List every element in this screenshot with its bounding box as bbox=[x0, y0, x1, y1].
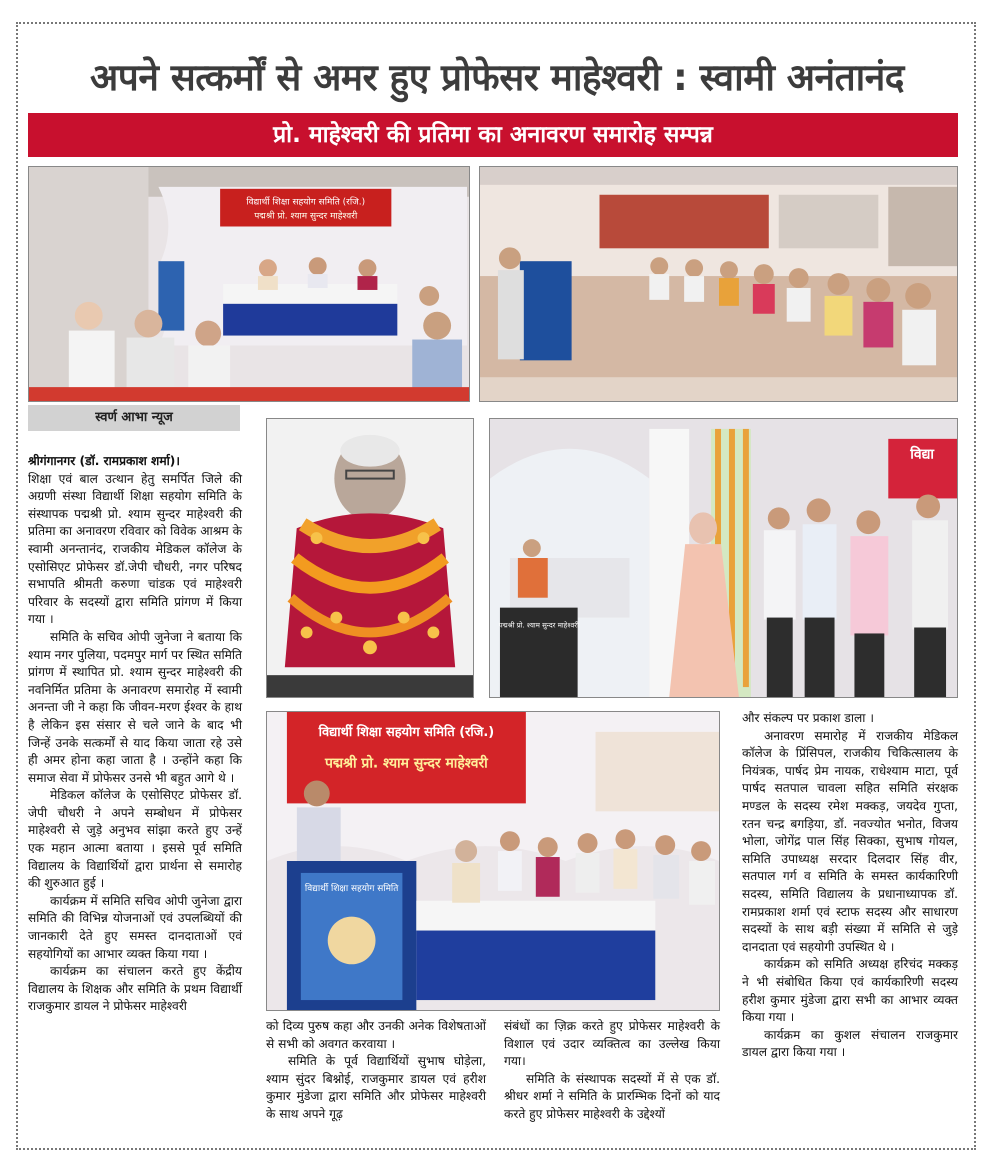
paragraph: कार्यक्रम को समिति अध्यक्ष हरिचंद मक्कड़ ने भी संबोधित किया एवं कार्यकारिणी सदस्य हरीश कुमार मुंडेजा द्वारा सभी का आभार व्यक्त किया गया । bbox=[742, 957, 958, 1025]
paragraph: और संकल्प पर प्रकाश डाला । bbox=[742, 711, 874, 725]
photo-garlanded-bust bbox=[266, 418, 474, 698]
photo-audience-hall bbox=[479, 166, 958, 402]
photo1-banner-sub: पद्मश्री प्रो. श्याम सुन्दर माहेश्वरी bbox=[254, 211, 358, 222]
paragraph: समिति के संस्थापक सदस्यों में से एक डॉ. श्रीधर शर्मा ने समिति के प्रारम्भिक दिनों को याद करते हुए प्रोफेसर माहेश्वरी के उद्देश्यों bbox=[504, 1071, 720, 1121]
article-column-2 bbox=[266, 1018, 486, 1124]
podium-text: विद्यार्थी शिक्षा सहयोग समिति bbox=[304, 883, 399, 894]
paragraph: संबंधों का ज़िक्र करते हुए प्रोफेसर माहेश्वरी के विशाल एवं उदार व्यक्तित्व का उल्लेख किया गया। bbox=[504, 1019, 720, 1069]
subheadline-bar: प्रो. माहेश्वरी की प्रतिमा का अनावरण समारोह सम्पन्न bbox=[28, 113, 958, 157]
photo1-banner-title: विद्यार्थी शिक्षा सहयोग समिति (रजि.) bbox=[246, 197, 366, 208]
plaque-text: पद्मश्री प्रो. श्याम सुन्दर माहेश्वरी bbox=[498, 621, 579, 630]
paragraph: कार्यक्रम में समिति सचिव ओपी जुनेजा द्वारा समिति की विभिन्न योजनाओं एवं उपलब्धियों की जानकारी देते हुए समस्त दानदाताओं एवं सहयोगियों का आभार व्यक्त किया गया । bbox=[28, 893, 242, 961]
paragraph: कार्यक्रम का कुशल संचालन राजकुमार डायल द्वारा किया गया । bbox=[742, 1027, 958, 1060]
article-column-1 bbox=[28, 453, 242, 1016]
photo5-banner-title: विद्यार्थी शिक्षा सहयोग समिति (रजि.) bbox=[318, 724, 495, 740]
headline: अपने सत्कर्मों से अमर हुए प्रोफेसर माहेश्वरी : स्वामी अनंतानंद bbox=[90, 56, 904, 99]
photo5-banner-sub: पद्मश्री प्रो. श्याम सुन्दर माहेश्वरी bbox=[324, 755, 488, 772]
photo-stage-guests bbox=[28, 166, 470, 402]
photo-speaker-podium bbox=[266, 711, 720, 1011]
photo-unveiling bbox=[489, 418, 958, 698]
byline: स्वर्ण आभा न्यूज bbox=[28, 405, 240, 431]
paragraph: शिक्षा एवं बाल उत्थान हेतु समर्पित जिले की अग्रणी संस्था विद्यार्थी शिक्षा सहयोग समिति के संस्थापक पद्मश्री प्रो. श्याम सुन्दर माहेश्वरी की प्रतिमा का अनावरण रविवार को विवेक आश्रम के स्वामी अनन्तानंद, राजकीय मेडिकल कॉलेज के एसोसिएट प्रोफेसर डॉ.जेपी चौधरी, नगर परिषद सभापति श्रीमती करुणा चांडक एवं माहेश्वरी परिवार के सदस्यों द्वारा समिति प्रांगण में किया गया । bbox=[28, 471, 242, 627]
wall-sign-text: विद्या bbox=[910, 446, 935, 463]
paragraph: समिति के पूर्व विद्यार्थियों सुभाष घोड़ेला, श्याम सुंदर बिश्नोई, राजकुमार डायल एवं हरीश कुमार मुंडेजा द्वारा समिति और प्रोफेसर माहेश्वरी के साथ अपने गूढ़ bbox=[266, 1054, 486, 1121]
paragraph: मेडिकल कॉलेज के एसोसिएट प्रोफेसर डॉ. जेपी चौधरी ने अपने सम्बोधन में प्रोफेसर माहेश्वरी से जुड़े अनुभव सांझा करते हुए उन्हें एक महान आत्मा बताया । इससे पूर्व समिति विद्यालय के विद्यार्थियों द्वारा प्रार्थना से समारोह की शुरुआत हुई । bbox=[28, 788, 242, 891]
article-column-4 bbox=[742, 710, 958, 1062]
paragraph: अनावरण समारोह में राजकीय मेडिकल कॉलेज के प्रिंसिपल, राजकीय चिकित्सालय के नियंत्रक, पार्षद प्रेम नायक, राधेश्याम माटा, पूर्व पार्षद सतपाल चावला सहित समिति संरक्षक मण्डल के सदस्य रमेश मक्कड़, जयदेव गुप्ता, रतन चन्द्र बगड़िया, डॉ. नवज्योत भनोत, विजय भोला, जोगेंद्र पाल सिंह सिक्का, सुभाष गोयल, समिति उपाध्यक्ष सरदार दिलदार सिंह वीर, सतपाल गर्ग व समिति के समस्त कार्यकारिणी सदस्य, समिति विद्यालय के प्रधानाध्यापक डॉ. रामप्रकाश शर्मा एवं स्टाफ सदस्य और साधारण सदस्यों के साथ बड़ी संख्या में समिति से जुड़े दानदाता एवं सहयोगी उपस्थित थे । bbox=[742, 728, 958, 954]
paragraph: को दिव्य पुरुष कहा और उनकी अनेक विशेषताओं से सभी को अवगत करवाया । bbox=[266, 1019, 486, 1051]
paragraph: कार्यक्रम का संचालन करते हुए केंद्रीय विद्यालय के शिक्षक और समिति के प्रथम विद्यार्थी राजकुमार डायल ने प्रोफेसर माहेश्वरी bbox=[28, 964, 242, 1014]
paragraph: समिति के सचिव ओपी जुनेजा ने बताया कि श्याम नगर पुलिया, पदमपुर मार्ग पर स्थित समिति प्रांगण में स्थापित प्रो. श्याम सुन्दर माहेश्वरी की नवनिर्मित प्रतिमा के अनावरण समारोह में स्वामी अनन्ता जी ने कहा कि जीवन-मरण ईश्वर के हाथ है लेकिन इस संसार से चले जाने के बाद भी जिन्हें उनके सत्कर्मों से याद किया जाता रहे उसे ही अमर होना कहा जाता है । उन्होंने कहा कि समाज सेवा में प्रोफेसर उनसे भी बहुत आगे थे । bbox=[28, 629, 242, 785]
dateline: श्रीगंगानगर (डॉ. रामप्रकाश शर्मा)। bbox=[28, 454, 180, 468]
article-column-3 bbox=[504, 1018, 720, 1124]
